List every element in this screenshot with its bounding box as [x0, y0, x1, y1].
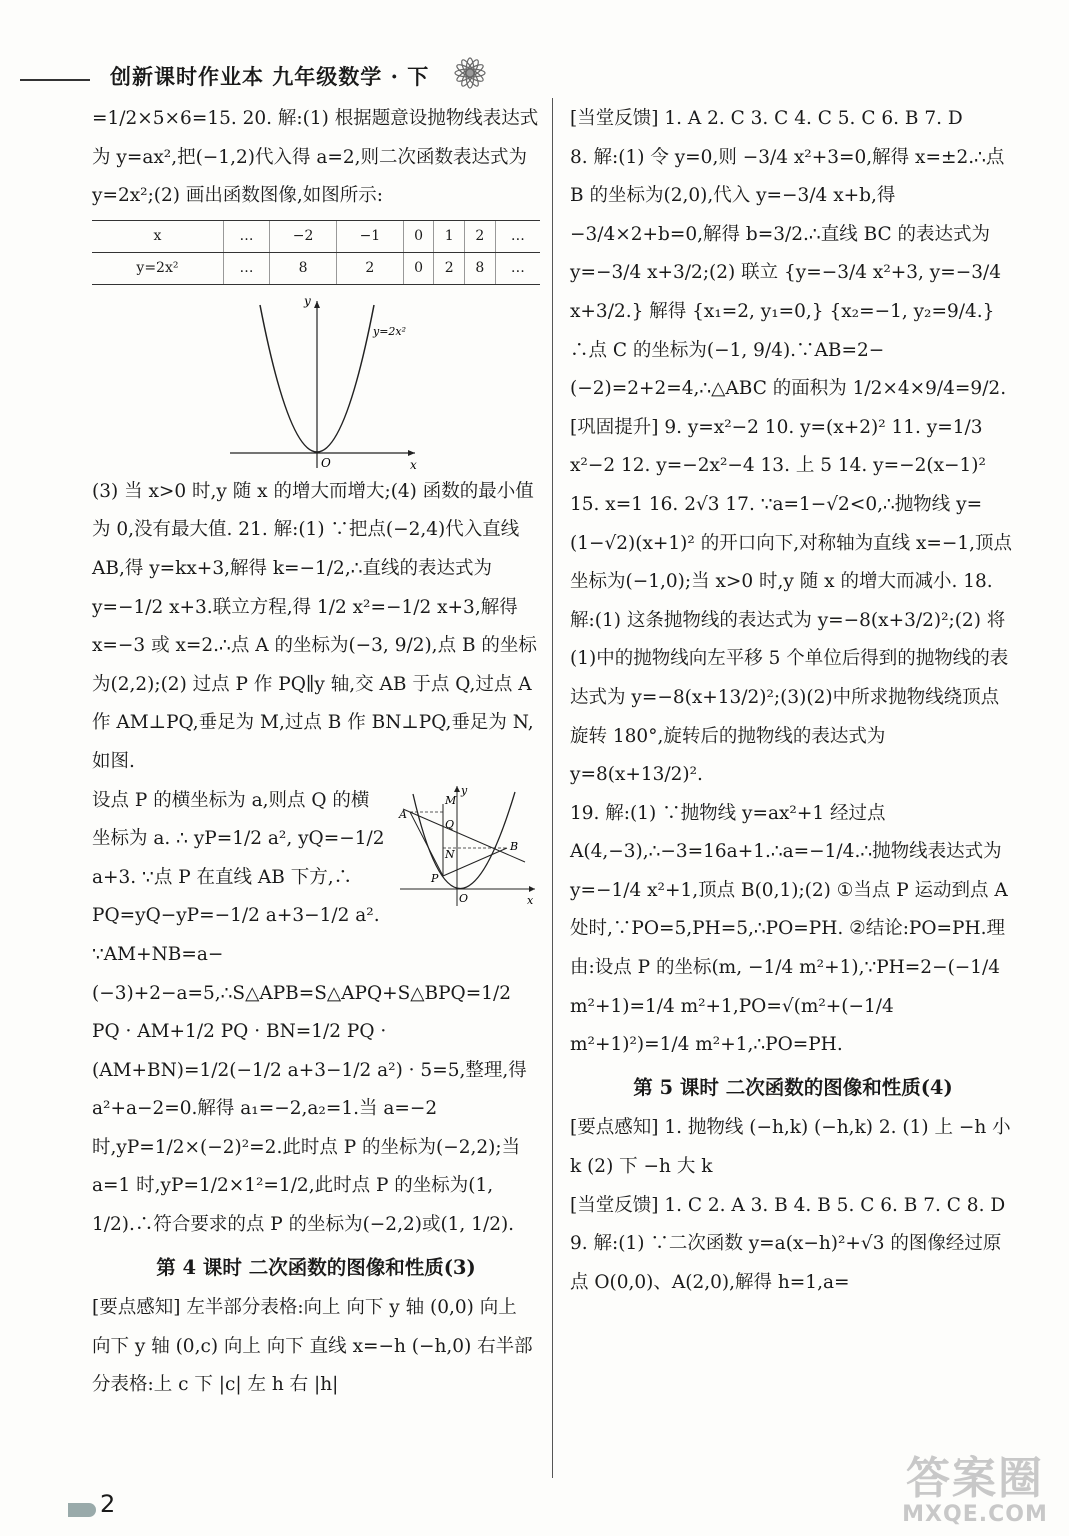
watermark-line-2: MXQE.COM: [902, 1502, 1048, 1527]
fig-label-m: M: [445, 793, 457, 807]
right-paragraph-6: [当堂反馈] 1. C 2. A 3. B 4. B 5. C 6. B 7. C 8. D 9. 解:(1) ∵二次函数 y=a(x−h)²+√3 的图像经过原点 O(0,0)、A(2,0),解得 h=1,a=: [570, 1194, 1006, 1293]
table-cell: −2: [270, 220, 337, 252]
left-column: [92, 100, 540, 1405]
table-cell: 1: [434, 220, 465, 252]
fig-label-p: P: [431, 871, 439, 885]
y-axis-arrow: [314, 301, 320, 308]
fig-label-y: y: [461, 783, 468, 797]
x-axis-arrow: [408, 450, 415, 456]
table-cell: …: [223, 220, 269, 252]
table-cell: …: [223, 252, 269, 284]
header-title: 创新课时作业本 九年级数学 · 下: [110, 64, 430, 89]
page-number: 2: [100, 1490, 116, 1518]
fig-label-o: O: [459, 891, 469, 905]
table-cell: …: [495, 220, 540, 252]
table-cell: 2: [465, 220, 496, 252]
section-4-title: 第 4 课时 二次函数的图像和性质(3): [156, 1255, 476, 1279]
left-paragraph-4: [要点感知] 左半部分表格:向上 向下 y 轴 (0,0) 向上 向下 y 轴 (0,c) 向上 向下 直线 x=−h (−h,0) 右半部分表格:上 c 下 |c| 左 h 右 |h|: [92, 1297, 533, 1396]
left-paragraph-2: (3) 当 x>0 时,y 随 x 的增大而增大;(4) 函数的最小值为 0,没有最大值. 21. 解:(1) ∵把点(−2,4)代入直线 AB,得 y=kx+3,解得 k=−1/2,∴直线的表达式为 y=−1/2 x+3.联立方程,得 1/2 x²=−1/2 x+3,解得 x=−3 或 x=2.∴点 A 的坐标为(−3, 9/2),点 B 的坐标为(2,2);(2) 过点 P 作 PQ∥y 轴,交 AB 于点 Q,过点 A 作 AM⊥PQ,垂足为 M,过点 B 作 BN⊥PQ,垂足为 N,如图.: [92, 480, 537, 772]
page-marker-icon: [68, 1503, 96, 1517]
right-paragraph-2: 8. 解:(1) 令 y=0,则 −3/4 x²+3=0,解得 x=±2.∴点 B 的坐标为(2,0),代入 y=−3/4 x+b,得 −3/4×2+b=0,解得 b=3/2.∴直线 BC 的表达式为 y=−3/4 x+3/2;(2) 联立 {y=−3/4 x²+3, y=−3/4 x+3/2.} 解得 {x₁=2, y₁=0,} {x₂=−1, y₂=9/4.} ∴点 C 的坐标为(−1, 9/4).∵AB=2−(−2)=2+2=4,∴△ABC 的面积为 1/2×4×9/4=9/2.: [570, 146, 1007, 400]
fig-label-q: Q: [445, 817, 455, 831]
watermark-logo: [890, 1455, 1060, 1527]
fig-label-x: x: [527, 893, 534, 907]
origin-label: O: [321, 455, 331, 470]
right-column: [570, 100, 1016, 1302]
segment-ap: [410, 812, 443, 876]
left-paragraph-3: 设点 P 的横坐标为 a,则点 Q 的横坐标为 a. ∴ yP=1/2 a², yQ=−1/2 a+3. ∵点 P 在直线 AB 下方,∴ PQ=yQ−yP=−1/2 a+3−1/2 a². ∵AM+NB=a−(−3)+2−a=5,∴S△APB=S△APQ+S△BPQ=1/2 PQ · AM+1/2 PQ · BN=1/2 PQ · (AM+BN)=1/2(−1/2 a+3−1/2 a²) · 5=5,整理,得 a²+a−2=0.解得 a₁=−2,a₂=1.当 a=−2 时,yP=1/2×(−2)²=2.此时点 P 的坐标为(−2,2);当 a=1 时,yP=1/2×1²=1/2,此时点 P 的坐标为(1, 1/2).∴符合要求的点 P 的坐标为(−2,2)或(1, 1/2).: [92, 789, 527, 1236]
table-cell: −1: [336, 220, 403, 252]
table-row: [92, 252, 540, 284]
table-cell: 8: [465, 252, 496, 284]
left-paragraph-1: =1/2×5×6=15. 20. 解:(1) 根据题意设抛物线表达式为 y=ax²,把(−1,2)代入得 a=2,则二次函数表达式为 y=2x²;(2) 画出函数图像,如图所示:: [92, 108, 539, 207]
page-header: [20, 55, 480, 95]
table-cell: 0: [403, 220, 434, 252]
table-row: [92, 220, 540, 252]
fig-label-b: B: [510, 839, 519, 853]
table-cell: 8: [270, 252, 337, 284]
section-5-title: 第 5 课时 二次函数的图像和性质(4): [633, 1075, 953, 1099]
right-paragraph-3: [巩固提升] 9. y=x²−2 10. y=(x+2)² 11. y=1/3 x²−2 12. y=−2x²−4 13. 上 5 14. y=−2(x−1)² 15. x=1 16. 2√3 17. ∵a=1−√2<0,∴抛物线 y=(1−√2)(x+1)² 的开口向下,对称轴为直线 x=−1,顶点坐标为(−1,0);当 x>0 时,y 随 x 的增大而减小. 18. 解:(1) 这条抛物线的表达式为 y=−8(x+3/2)²;(2) 将(1)中的抛物线向左平移 5 个单位后得到的抛物线的表达式为 y=−8(x+13/2)²;(3)(2)中所求抛物线绕顶点旋转 180°,旋转后的抛物线的表达式为 y=8(x+13/2)².: [570, 416, 1013, 786]
watermark-line-1: 答案圈: [906, 1453, 1044, 1504]
table-cell: 0: [403, 252, 434, 284]
fig-label-a: A: [399, 807, 407, 821]
table-cell: 2: [336, 252, 403, 284]
table-cell: 2: [434, 252, 465, 284]
table-cell: …: [495, 252, 540, 284]
table-cell: x: [92, 220, 223, 252]
curve-label: y=2x²: [373, 324, 407, 338]
value-table: [92, 220, 540, 285]
fig-label-n: N: [445, 847, 455, 861]
right-paragraph-5: [要点感知] 1. 抛物线 (−h,k) (−h,k) 2. (1) 上 −h 小 k (2) 下 −h 大 k: [570, 1117, 1011, 1178]
flower-icon: [448, 51, 492, 95]
header-rule: [20, 79, 90, 81]
fig-parabola: [413, 792, 515, 889]
geometry-figure: [395, 784, 540, 914]
right-paragraph-1: [当堂反馈] 1. A 2. C 3. C 4. C 5. C 6. B 7. D: [570, 108, 963, 129]
table-cell: y=2x²: [92, 252, 223, 284]
y-axis-label: y: [304, 293, 311, 308]
fig-y-axis-arrow: [454, 786, 460, 792]
parabola-graph: [220, 293, 430, 473]
x-axis-label: x: [410, 457, 417, 472]
fig-x-axis-arrow: [529, 886, 535, 892]
right-paragraph-4: 19. 解:(1) ∵抛物线 y=ax²+1 经过点 A(4,−3),∴−3=16a+1.∴a=−1/4.∴抛物线表达式为 y=−1/4 x²+1,顶点 B(0,1);(2) ①当点 P 运动到点 A 处时,∵PO=5,PH=5,∴PO=PH. ②结论:PO=PH.理由:设点 P 的坐标(m, −1/4 m²+1),∵PH=2−(−1/4 m²+1)=1/4 m²+1,PO=√(m²+(−1/4 m²+1)²)=1/4 m²+1,∴PO=PH.: [570, 802, 1008, 1056]
column-divider: [552, 98, 553, 1478]
